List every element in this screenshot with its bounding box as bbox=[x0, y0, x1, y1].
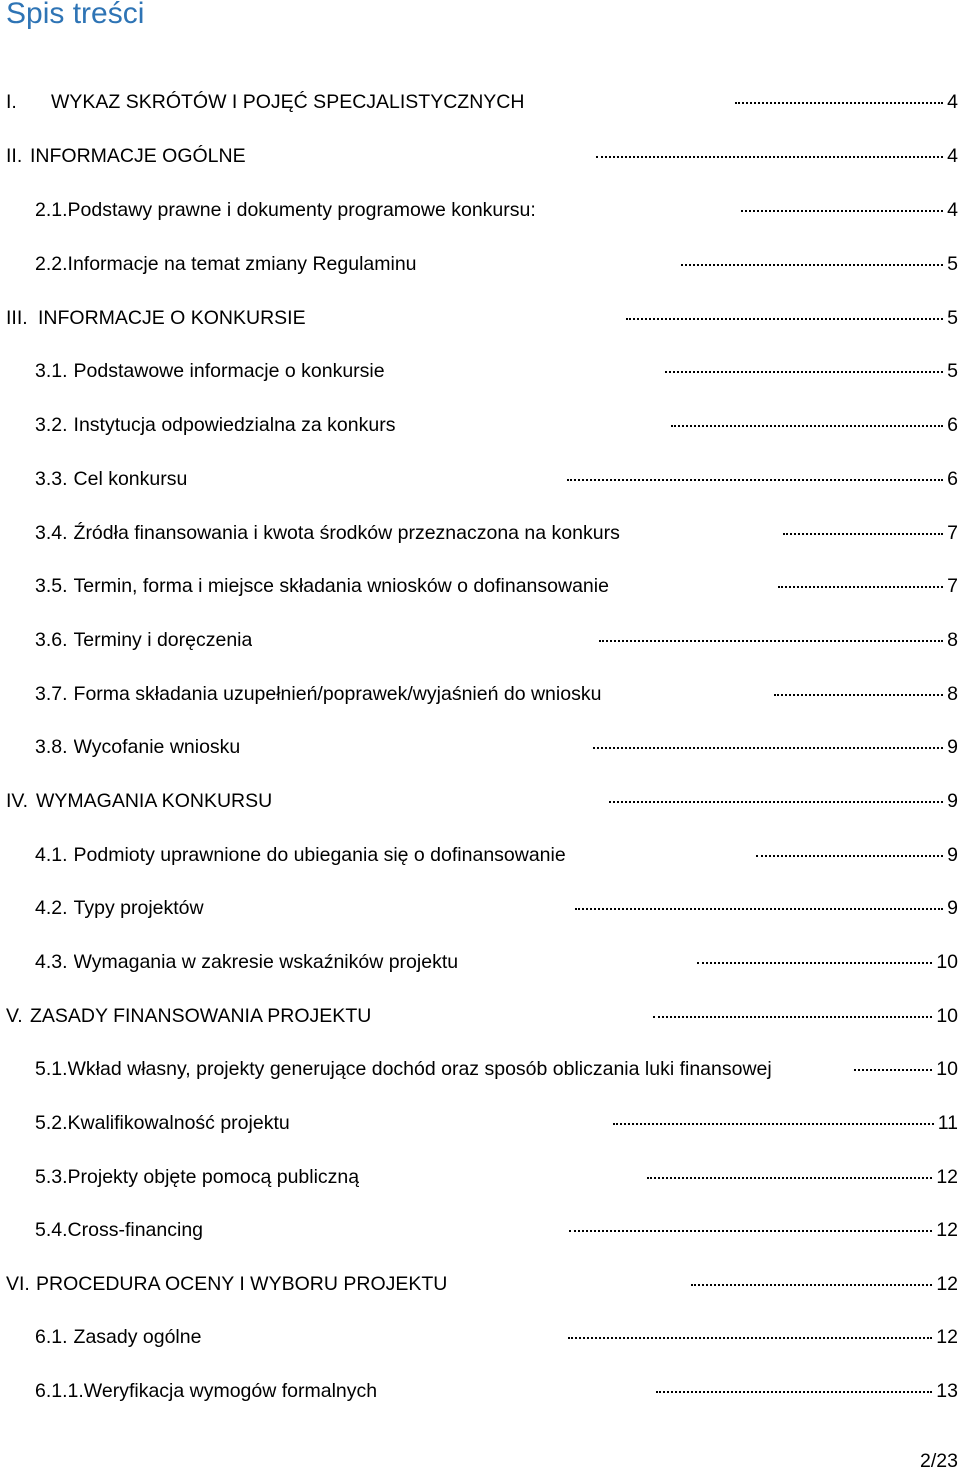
toc-dot-leader bbox=[569, 1226, 932, 1232]
toc-entry-number: 3.5. bbox=[35, 575, 68, 597]
toc-entry-number: 3.1. bbox=[35, 360, 68, 382]
toc-entry[interactable] bbox=[0, 196, 960, 224]
toc-entry-number: 4.1. bbox=[35, 844, 68, 866]
toc-entry-title: Termin, forma i miejsce składania wniosków o dofinansowanie bbox=[73, 575, 609, 597]
toc-entry-number: 6.1.1. bbox=[35, 1380, 84, 1402]
toc-entry-title: Kwalifikowalność projektu bbox=[67, 1112, 290, 1134]
toc-entry-number: 3.2. bbox=[35, 414, 68, 436]
toc-entry-page-number: 12 bbox=[936, 1273, 959, 1295]
toc-dot-leader bbox=[626, 314, 943, 320]
toc-entry-title: WYMAGANIA KONKURSU bbox=[36, 790, 273, 812]
toc-entry-number: V. bbox=[6, 1005, 23, 1027]
toc-dot-leader bbox=[854, 1065, 933, 1071]
toc-dot-leader bbox=[697, 958, 933, 964]
toc-entry-text bbox=[0, 894, 572, 922]
toc-entry-page-number: 10 bbox=[936, 1005, 959, 1027]
toc-entry-title: INFORMACJE OGÓLNE bbox=[30, 145, 246, 167]
toc-entry-page-number: 5 bbox=[947, 253, 959, 275]
toc-dot-leader bbox=[774, 690, 943, 696]
toc-entry-text bbox=[0, 841, 753, 869]
toc-entry-text bbox=[0, 1002, 650, 1030]
toc-dot-leader bbox=[756, 851, 943, 857]
toc-entry-page-number: 11 bbox=[937, 1112, 958, 1134]
toc-entry-title: ZASADY FINANSOWANIA PROJEKTU bbox=[30, 1005, 372, 1027]
toc-entry-number: 6.1. bbox=[35, 1326, 68, 1348]
toc-entry-title: Forma składania uzupełnień/poprawek/wyjaśnień do wniosku bbox=[73, 683, 602, 705]
toc-entry-page-number: 5 bbox=[947, 307, 959, 329]
toc-entry-text bbox=[0, 626, 596, 654]
toc-dot-leader bbox=[609, 797, 943, 803]
toc-entry[interactable] bbox=[0, 572, 960, 600]
toc-entry[interactable] bbox=[0, 1377, 960, 1405]
toc-entry[interactable] bbox=[0, 1163, 960, 1191]
toc-entry-page-number: 4 bbox=[947, 199, 958, 221]
toc-entry-title: Wkład własny, projekty generujące dochód oraz sposób obliczania luki finansowej bbox=[67, 1058, 772, 1080]
toc-entry-page-number: 4 bbox=[947, 91, 958, 113]
toc-entry-number: 5.1. bbox=[35, 1058, 68, 1080]
toc-entry-text bbox=[0, 142, 593, 170]
toc-entry-text bbox=[0, 572, 775, 600]
toc-entry-number: 4.2. bbox=[35, 897, 68, 919]
toc-entry-number: 5.4. bbox=[35, 1219, 68, 1241]
toc-entry-number: 2.2. bbox=[35, 253, 68, 275]
toc-entry-text bbox=[0, 948, 694, 976]
toc-entry-title: Wycofanie wniosku bbox=[73, 736, 241, 758]
toc-dot-leader bbox=[778, 582, 944, 588]
toc-entry-text bbox=[0, 519, 780, 547]
toc-entry-title: Instytucja odpowiedzialna za konkurs bbox=[73, 414, 396, 436]
toc-entry-title: Typy projektów bbox=[73, 897, 204, 919]
toc-entry-text bbox=[0, 1377, 653, 1405]
toc-entry[interactable] bbox=[0, 948, 960, 976]
toc-entry-title: Cross-financing bbox=[67, 1219, 204, 1241]
toc-entry[interactable] bbox=[0, 787, 960, 815]
toc-entry-page-number: 10 bbox=[936, 1058, 958, 1080]
toc-entry-number: IV. bbox=[6, 790, 29, 812]
toc-entry-title: Terminy i doręczenia bbox=[73, 629, 253, 651]
toc-entry-number: 3.6. bbox=[35, 629, 68, 651]
toc-entry[interactable] bbox=[0, 1109, 960, 1137]
toc-entry-text bbox=[0, 250, 678, 278]
toc-entry[interactable] bbox=[0, 680, 960, 708]
toc-entry-text bbox=[0, 1216, 566, 1244]
toc-entry-title: Podmioty uprawnione do ubiegania się o dofinansowanie bbox=[73, 844, 566, 866]
toc-entry[interactable] bbox=[0, 1216, 960, 1244]
toc-entry-text bbox=[0, 196, 738, 224]
toc-dot-leader bbox=[593, 743, 943, 749]
toc-entry-text bbox=[0, 304, 623, 332]
toc-entry-number: 4.3. bbox=[35, 951, 68, 973]
toc-entry[interactable] bbox=[0, 1270, 960, 1298]
toc-entry-title: Wymagania w zakresie wskaźników projektu bbox=[73, 951, 459, 973]
toc-entry-text bbox=[0, 1055, 851, 1083]
toc-entry-title: Informacje na temat zmiany Regulaminu bbox=[67, 253, 417, 275]
toc-entry-title: INFORMACJE O KONKURSIE bbox=[38, 307, 306, 329]
toc-dot-leader bbox=[671, 421, 943, 427]
toc-entry-number: 2.1. bbox=[35, 199, 68, 221]
toc-entry-page-number: 7 bbox=[947, 522, 958, 544]
toc-entry-number: II. bbox=[6, 145, 23, 167]
toc-entry-text bbox=[0, 1109, 610, 1137]
toc-dot-leader bbox=[575, 904, 943, 910]
toc-entry-text bbox=[0, 1270, 688, 1298]
toc-dot-leader bbox=[599, 636, 943, 642]
toc-entry[interactable] bbox=[0, 733, 960, 761]
toc-dot-leader bbox=[691, 1280, 932, 1286]
toc-dot-leader bbox=[656, 1387, 932, 1393]
toc-entry[interactable] bbox=[0, 841, 960, 869]
toc-entry-number: 3.3. bbox=[35, 468, 68, 490]
toc-dot-leader bbox=[647, 1173, 932, 1179]
toc-entry-page-number: 13 bbox=[936, 1380, 958, 1402]
toc-entry[interactable] bbox=[0, 626, 960, 654]
toc-entry-text bbox=[0, 680, 771, 708]
toc-entry-text bbox=[0, 357, 662, 385]
toc-entry-text bbox=[0, 465, 564, 493]
toc-entry-number: 3.4. bbox=[35, 522, 68, 544]
toc-dot-leader bbox=[741, 206, 943, 212]
toc-entry-page-number: 12 bbox=[936, 1166, 959, 1188]
toc-entry[interactable] bbox=[0, 411, 960, 439]
page-title: Spis treści bbox=[6, 0, 145, 30]
toc-entry-title: Podstawowe informacje o konkursie bbox=[73, 360, 385, 382]
toc-entry-text bbox=[0, 88, 732, 116]
toc-entry-title: Cel konkursu bbox=[73, 468, 188, 490]
toc-entry-number: III. bbox=[6, 307, 28, 329]
toc-entry[interactable] bbox=[0, 1323, 960, 1351]
toc-entry-title: Weryfikacja wymogów formalnych bbox=[83, 1380, 378, 1402]
toc-entry-number: 3.8. bbox=[35, 736, 68, 758]
toc-dot-leader bbox=[613, 1119, 934, 1125]
toc-entry-page-number: 5 bbox=[947, 360, 958, 382]
toc-entry[interactable] bbox=[0, 250, 960, 278]
toc-entry-text bbox=[0, 787, 606, 815]
toc-entry[interactable] bbox=[0, 465, 960, 493]
toc-entry-page-number: 8 bbox=[947, 629, 958, 651]
toc-entry-page-number: 7 bbox=[947, 575, 958, 597]
toc-dot-leader bbox=[568, 1333, 932, 1339]
toc-entry-number: 3.7. bbox=[35, 683, 68, 705]
toc-entry[interactable] bbox=[0, 894, 960, 922]
toc-entry-text bbox=[0, 733, 590, 761]
toc-entry[interactable] bbox=[0, 519, 960, 547]
toc-dot-leader bbox=[665, 367, 943, 373]
toc-entry-text bbox=[0, 411, 668, 439]
toc-entry-number: VI. bbox=[6, 1273, 30, 1295]
toc-entry[interactable] bbox=[0, 304, 960, 332]
toc-entry[interactable] bbox=[0, 357, 960, 385]
toc-entry-page-number: 9 bbox=[947, 736, 958, 758]
toc-entry[interactable] bbox=[0, 1055, 960, 1083]
toc-entry-page-number: 9 bbox=[947, 897, 959, 919]
toc-entry-title: WYKAZ SKRÓTÓW I POJĘĆ SPECJALISTYCZNYCH bbox=[51, 91, 525, 113]
toc-entry-number: I. bbox=[6, 91, 17, 113]
toc-entry-page-number: 4 bbox=[947, 145, 958, 167]
toc-dot-leader bbox=[783, 529, 943, 535]
toc-entry-page-number: 6 bbox=[947, 468, 959, 490]
toc-entry-title: PROCEDURA OCENY I WYBORU PROJEKTU bbox=[36, 1273, 448, 1295]
toc-entry-page-number: 10 bbox=[936, 951, 959, 973]
toc-entry-number: 5.3. bbox=[35, 1166, 68, 1188]
toc-entry-page-number: 12 bbox=[936, 1326, 958, 1348]
toc-entry-page-number: 8 bbox=[947, 683, 958, 705]
toc-entry-page-number: 9 bbox=[947, 790, 958, 812]
toc-entry-title: Zasady ogólne bbox=[73, 1326, 202, 1348]
toc-dot-leader bbox=[653, 1012, 932, 1018]
toc-entry-number: 5.2. bbox=[35, 1112, 68, 1134]
toc-dot-leader bbox=[567, 475, 943, 481]
toc-entry-page-number: 9 bbox=[947, 844, 959, 866]
toc-entry-text bbox=[0, 1323, 565, 1351]
toc-entry-title: Projekty objęte pomocą publiczną bbox=[67, 1166, 360, 1188]
toc-dot-leader bbox=[735, 98, 943, 104]
page-number: 2/23 bbox=[920, 1450, 958, 1472]
toc-dot-leader bbox=[596, 152, 943, 158]
toc-entry-text bbox=[0, 1163, 644, 1191]
toc-entry[interactable] bbox=[0, 1002, 960, 1030]
toc-entry-title: Podstawy prawne i dokumenty programowe konkursu: bbox=[67, 199, 536, 221]
toc-entry-page-number: 12 bbox=[936, 1219, 958, 1241]
toc-entry-page-number: 6 bbox=[947, 414, 959, 436]
toc-entry[interactable] bbox=[0, 142, 960, 170]
toc-dot-leader bbox=[681, 260, 943, 266]
toc-entry-title: Źródła finansowania i kwota środków przeznaczona na konkurs bbox=[73, 522, 620, 544]
toc-entry[interactable] bbox=[0, 88, 960, 116]
